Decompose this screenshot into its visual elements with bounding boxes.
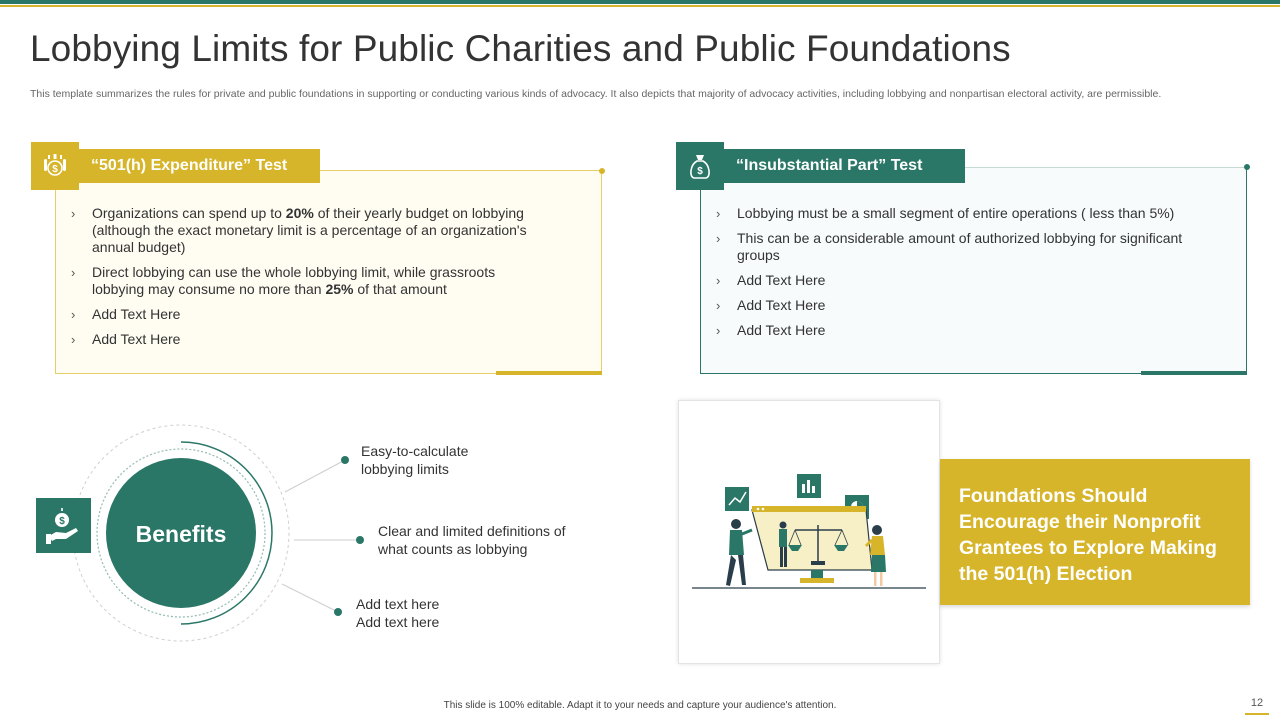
- slide-subtitle: This template summarizes the rules for private and public foundations in supporting or conducting various kinds of advocacy. It also depicts that majority of advocacy activities, including lobbying and nonpartisan electoral activity, are permissible.: [30, 88, 1162, 100]
- dollar-hand-icon: [36, 498, 91, 553]
- list-item: › Add Text Here: [71, 331, 181, 347]
- list-item: › Add Text Here: [71, 306, 181, 322]
- connector-dot: [334, 608, 342, 616]
- svg-text:$: $: [58, 515, 65, 527]
- chevron-right-icon: ›: [716, 206, 721, 221]
- lobbying-scale-illustration: [690, 470, 930, 595]
- money-bag-icon: [676, 142, 724, 190]
- benefit-item: Easy-to-calculate lobbying limits: [361, 443, 469, 477]
- chevron-right-icon: ›: [71, 265, 76, 280]
- slide-title: Lobbying Limits for Public Charities and Public Foundations: [30, 28, 1011, 69]
- money-hand-icon: [31, 142, 79, 190]
- list-item: › Organizations can spend up to 20% of their yearly budget on lobbying (although the exact monetary limit is a percentage of an organization's annual budget): [71, 205, 527, 255]
- panel-corner-dot: [599, 168, 605, 174]
- list-item: › Direct lobbying can use the whole lobbying limit, while grassroots lobbying may consume no more than 25% of that amount: [71, 264, 496, 297]
- connector-line: [285, 460, 345, 492]
- chevron-right-icon: ›: [716, 298, 721, 313]
- page-number: 12: [1250, 697, 1264, 709]
- connector-dot: [356, 536, 364, 544]
- page-number-underline: [1245, 713, 1269, 715]
- list-item: › Lobbying must be a small segment of entire operations ( less than 5%): [716, 205, 1175, 221]
- callout-box: Foundations Should Encourage their Nonprofit Grantees to Explore Making the 501(h) Election: [940, 459, 1250, 605]
- svg-text:$: $: [52, 164, 58, 175]
- connector-line: [282, 584, 338, 612]
- chevron-right-icon: ›: [716, 273, 721, 288]
- expenditure-test-bullets: [71, 205, 551, 356]
- expenditure-test-heading: “501(h) Expenditure” Test: [79, 149, 320, 183]
- footer-text: This slide is 100% editable. Adapt it to your needs and capture your audience's attention.: [443, 700, 837, 711]
- insubstantial-test-heading: “Insubstantial Part” Test: [724, 149, 965, 183]
- panel-bottom-accent: [1141, 371, 1247, 375]
- chevron-right-icon: ›: [716, 323, 721, 338]
- top-accent-line: [0, 5, 1280, 7]
- list-item: › Add Text Here: [716, 272, 826, 288]
- benefits-label: Benefits: [135, 520, 227, 547]
- insubstantial-test-bullets: [716, 205, 1216, 347]
- benefit-item: Clear and limited definitions of what counts as lobbying: [378, 523, 566, 557]
- benefit-item: Add text here Add text here: [356, 596, 440, 630]
- list-item: › This can be a considerable amount of authorized lobbying for significant groups: [716, 230, 1183, 263]
- panel-corner-dot: [1244, 164, 1250, 170]
- chevron-right-icon: ›: [716, 231, 721, 246]
- top-accent-bar: [0, 0, 1280, 4]
- connector-dot: [341, 456, 349, 464]
- list-item: › Add Text Here: [716, 322, 826, 338]
- svg-text:$: $: [697, 166, 703, 177]
- panel-bottom-accent: [496, 371, 602, 375]
- chevron-right-icon: ›: [71, 206, 76, 221]
- chevron-right-icon: ›: [71, 307, 76, 322]
- chevron-right-icon: ›: [71, 332, 76, 347]
- list-item: › Add Text Here: [716, 297, 826, 313]
